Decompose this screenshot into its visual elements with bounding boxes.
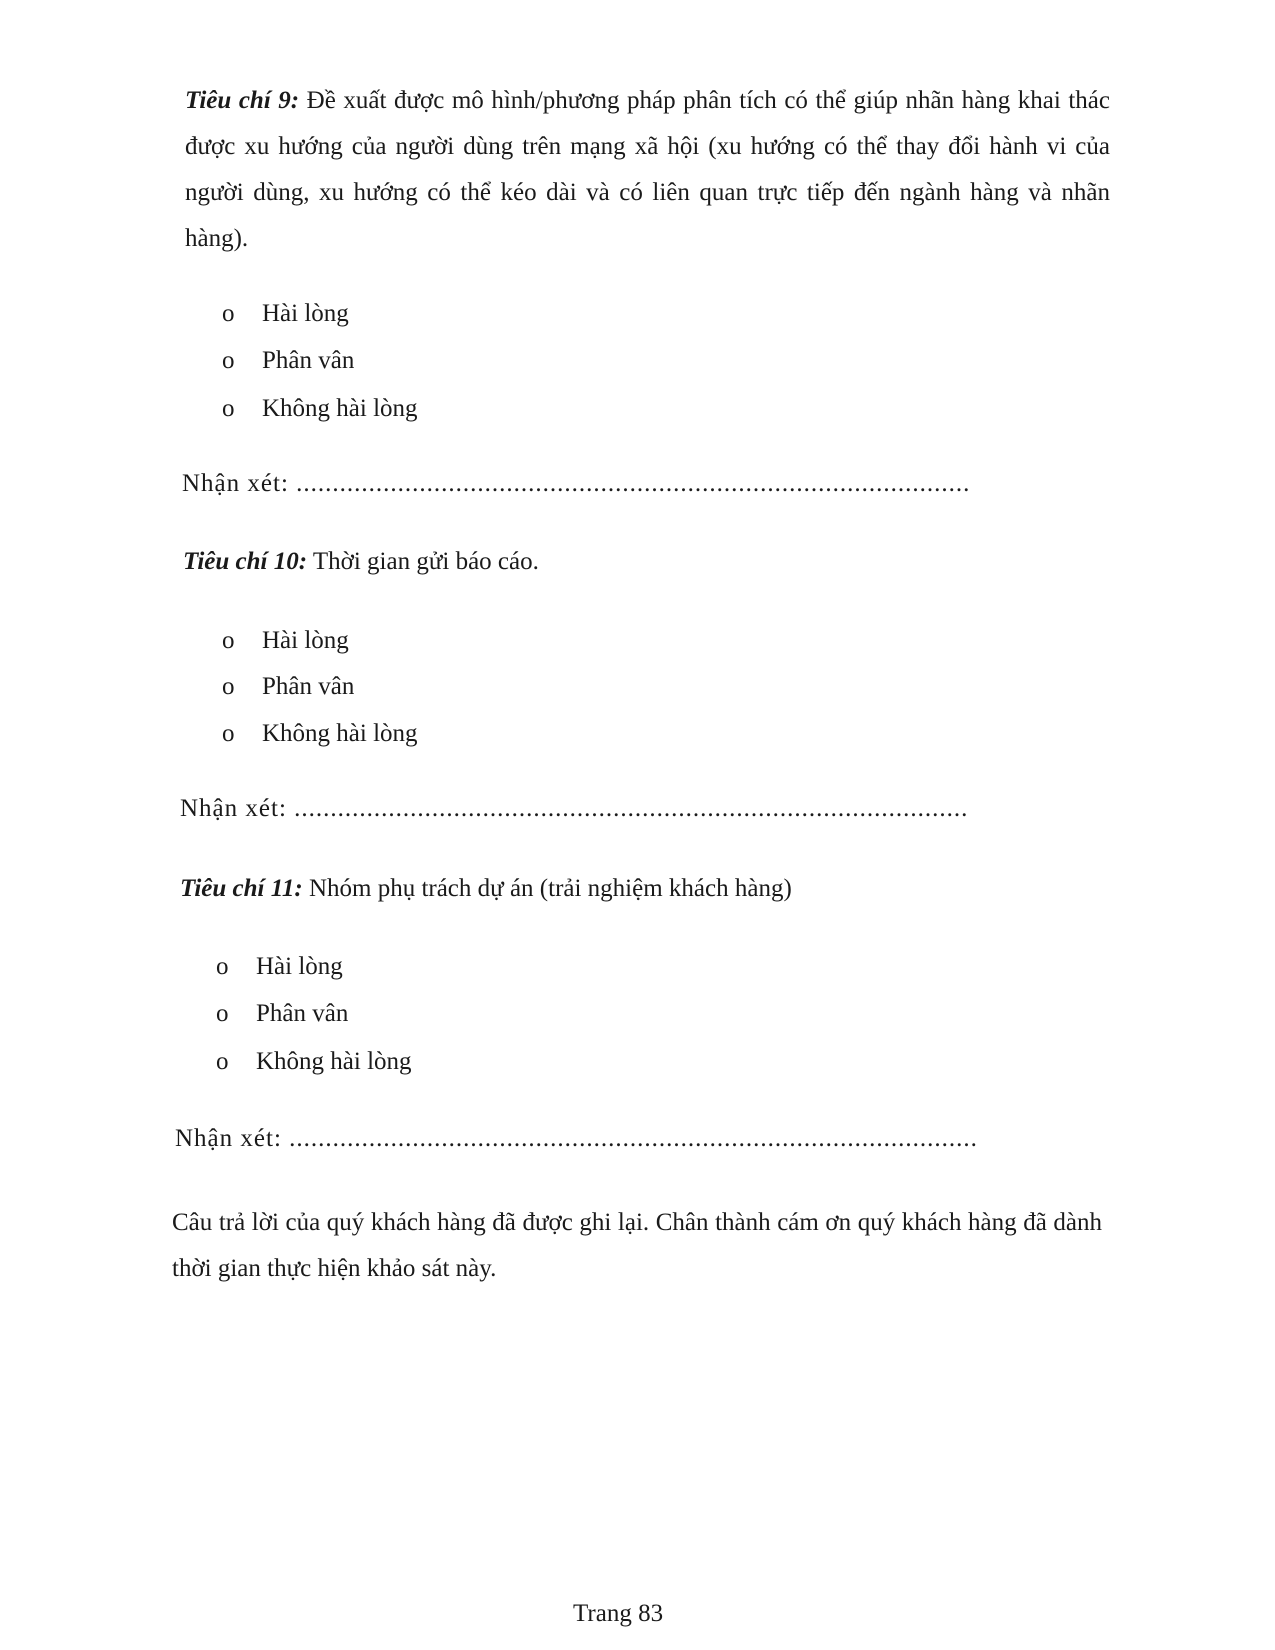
comment-line[interactable]: Nhận xét: ............................................................................................. <box>180 795 969 822</box>
criterion-11 <box>180 875 792 903</box>
page-number: Trang 83 <box>573 1600 664 1627</box>
option[interactable]: o Không hài lòng <box>216 1048 412 1075</box>
criterion-10 <box>183 548 539 576</box>
radio-bullet-icon: o <box>222 395 235 422</box>
radio-bullet-icon: o <box>216 953 229 980</box>
criterion-label: Tiêu chí 10: <box>183 548 308 575</box>
criterion-text: Nhóm phụ trách dự án (trải nghiệm khách hàng) <box>302 875 792 902</box>
criterion-label: Tiêu chí 11: <box>180 875 303 902</box>
option[interactable]: o Hài lòng <box>216 953 343 980</box>
comment-line[interactable]: Nhận xét: ............................................................................................... <box>175 1125 978 1152</box>
option[interactable]: o Không hài lòng <box>222 720 418 747</box>
criterion-9 <box>185 78 1110 262</box>
radio-bullet-icon: o <box>222 347 235 374</box>
radio-bullet-icon: o <box>216 1000 229 1027</box>
radio-bullet-icon: o <box>216 1048 229 1075</box>
option[interactable]: o Hài lòng <box>222 627 349 654</box>
criterion-label: Tiêu chí 9: <box>185 87 300 114</box>
option[interactable]: o Không hài lòng <box>222 395 418 422</box>
radio-bullet-icon: o <box>222 627 235 654</box>
criterion-text: Thời gian gửi báo cáo. <box>307 548 539 575</box>
option[interactable]: o Phân vân <box>216 1000 349 1027</box>
radio-bullet-icon: o <box>222 673 235 700</box>
criterion-text: Đề xuất được mô hình/phương pháp phân tích có thể giúp nhãn hàng khai thác được xu hướng của người dùng trên mạng xã hội (xu hướng có thể thay đổi hành vi của người dùng, xu hướng có thể kéo dài và có liên quan trực tiếp đến ngành hàng và nhãn hàng). <box>185 87 1110 252</box>
closing-text: Câu trả lời của quý khách hàng đã được ghi lại. Chân thành cám ơn quý khách hàng đã dành thời gian thực hiện khảo sát này. <box>172 1209 1102 1282</box>
option[interactable]: o Phân vân <box>222 673 355 700</box>
radio-bullet-icon: o <box>222 300 235 327</box>
option[interactable]: o Hài lòng <box>222 300 349 327</box>
comment-line[interactable]: Nhận xét: ............................................................................................. <box>182 470 971 497</box>
option[interactable]: o Phân vân <box>222 347 355 374</box>
radio-bullet-icon: o <box>222 720 235 747</box>
